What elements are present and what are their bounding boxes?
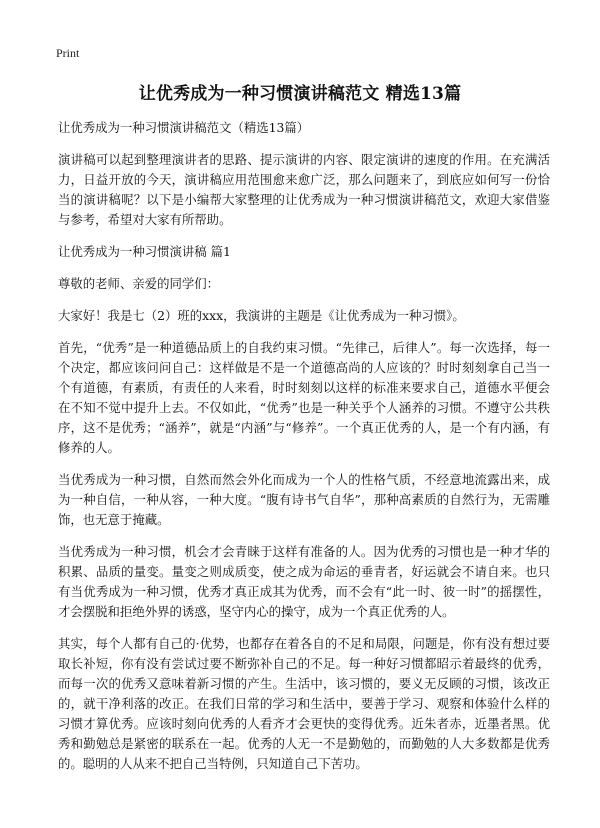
body-paragraph: 当优秀成为一种习惯，自然而然会外化而成为一个人的性格气质，不经意地流露出来，成为一种自信，一种从容，一种大度。“腹有诗书气自华”，那种高素质的自然行为，无需雕饰，也无意于掩藏。 [58, 472, 550, 527]
body-paragraph: 首先，“优秀”是一种道德品质上的自我约束习惯。“先律己，后律人”。每一次选择，每一个决定，都应该问问自己：这样做是不是一个道德高尚的人应该的？时时刻刻拿自己当一个有道德，有素质，有责任的人来看，时时刻刻以这样的标准来要求自己，道德水平便会在不知不觉中提升上去。不仅如此，“优秀”也是一种关乎个人涵养的习惯。不遵守公共秩序，这不是优秀；“涵养”，就是“内涵”与“修养”。一个真正优秀的人，是一个有内涵，有修养的人。 [58, 340, 550, 455]
print-link[interactable]: Print [56, 46, 80, 60]
salutation: 尊敬的老师、亲爱的同学们： [58, 276, 220, 291]
body-paragraph: 当优秀成为一种习惯，机会才会青睐于这样有准备的人。因为优秀的习惯也是一种才华的积累、品质的量变。量变之则成质变，使之成为命运的垂青者，好运就会不请自来。也只有当优秀成为一种习惯，优秀才真正成其为优秀，而不会有“此一时、彼一时”的摇摆性，才会摆脱和拒绝外界的诱惑，坚守内心的操守，成为一个真正优秀的人。 [58, 544, 550, 619]
page-title: 让优秀成为一种习惯演讲稿范文 精选13篇 [138, 84, 462, 104]
intro-paragraph: 演讲稿可以起到整理演讲者的思路、提示演讲的内容、限定演讲的速度的作用。在充满活力，日益开放的今天，演讲稿应用范围愈来愈广泛，那么问题来了，到底应如何写一份恰当的演讲稿呢？以下是小编帮大家整理的让优秀成为一种习惯演讲稿范文，欢迎大家借鉴与参考，希望对大家有所帮助。 [58, 152, 550, 227]
document-body [58, 118, 550, 786]
body-paragraph: 其实，每个人都有自己的·优势，也都存在着各自的不足和局限，问题是，你有没有想过要取长补短，你有没有尝试过要不断弥补自己的不足。每一种好习惯都昭示着最终的优秀，而每一次的优秀又意味着新习惯的产生。生活中，该习惯的，要义无反顾的习惯，该改正的，就干净利落的改正。在我们日常的学习和生活中，要善于学习、观察和体验什么样的习惯才算优秀。应该时刻向优秀的人看齐才会更快的变得优秀。近朱者赤，近墨者黑。优秀和勤勉总是紧密的联系在一起。优秀的人无一不是勤勉的，而勤勉的人大多数都是优秀的。聪明的人从来不把自己当特例，只知道自己下苦功。 [58, 636, 550, 771]
greeting: 大家好！我是七（2）班的xxx，我演讲的主题是《让优秀成为一种习惯》。 [58, 308, 465, 323]
document-subtitle: 让优秀成为一种习惯演讲稿范文（精选13篇） [58, 120, 310, 135]
section-heading: 让优秀成为一种习惯演讲稿 篇1 [58, 244, 231, 259]
